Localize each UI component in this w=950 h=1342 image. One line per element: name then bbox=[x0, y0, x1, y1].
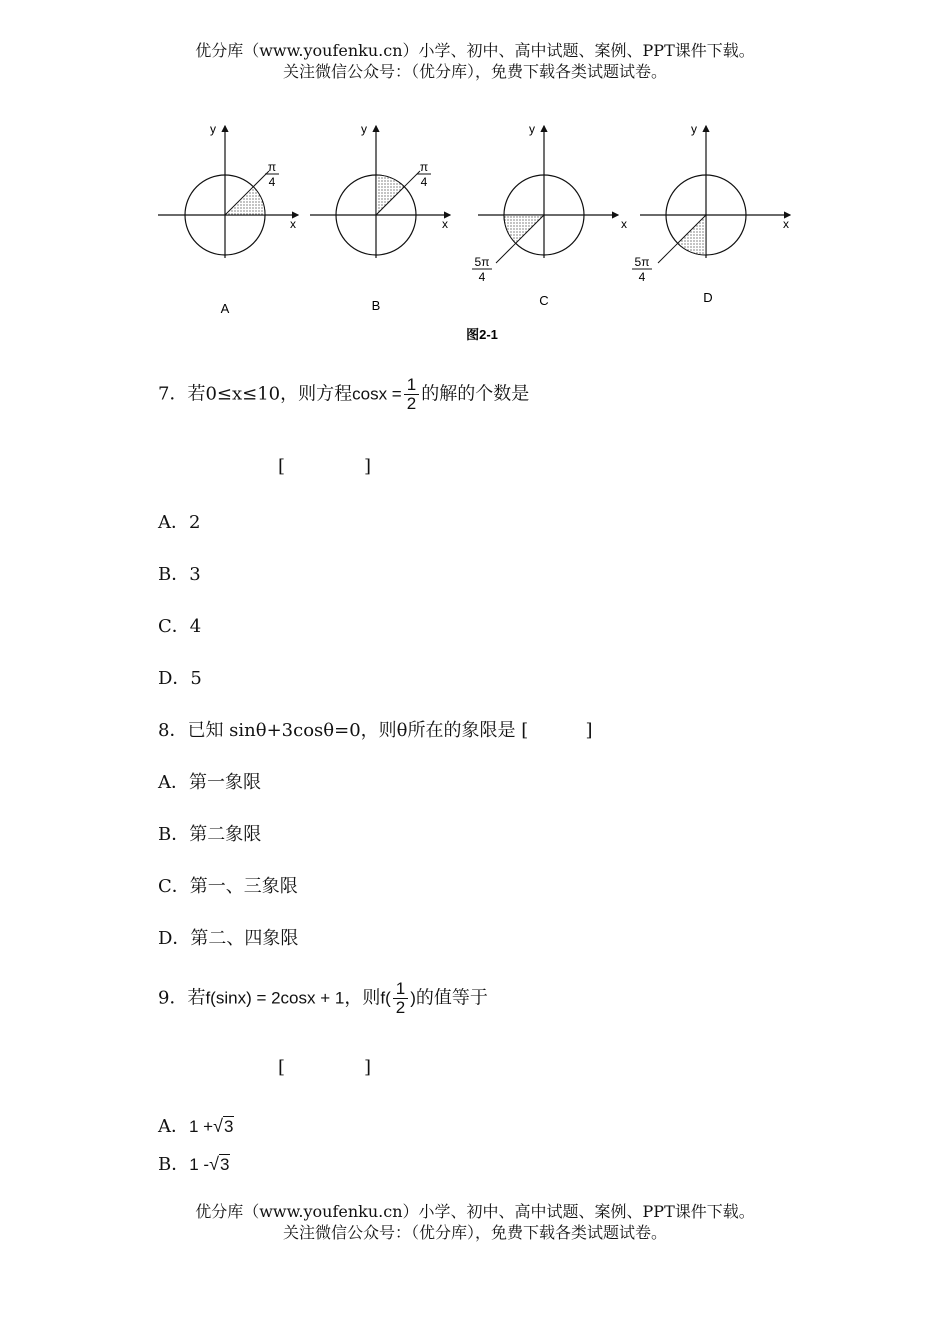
panel-c-x-label: x bbox=[621, 217, 627, 231]
q7-bracket-left: [ bbox=[278, 456, 286, 477]
panel-c-y-label: y bbox=[529, 122, 535, 136]
page-header bbox=[0, 40, 950, 82]
q7-frac-num: 1 bbox=[404, 376, 419, 395]
q8-bracket: [ ] bbox=[521, 720, 593, 741]
q8-stem-text: 8．已知 sinθ+3cosθ=0，则θ所在的象限是 bbox=[158, 720, 516, 741]
q7-option-d: D．5 bbox=[158, 668, 202, 689]
panel-b bbox=[310, 122, 450, 313]
q9-option-a bbox=[158, 1112, 234, 1138]
q7-prefix: 7．若0≤x≤10，则方程 bbox=[158, 383, 353, 405]
q9-bracket-right: ] bbox=[364, 1057, 372, 1078]
q7-frac-den: 2 bbox=[406, 394, 417, 413]
panel-d-letter: D bbox=[703, 290, 713, 305]
q9-option-b-radicand: 3 bbox=[219, 1155, 230, 1174]
question-7-stem bbox=[158, 376, 529, 413]
q8-option-d: D．第二、四象限 bbox=[158, 928, 299, 949]
panel-a-y-label: y bbox=[210, 122, 216, 136]
q7-fraction bbox=[404, 376, 419, 413]
panel-a-x-label: x bbox=[290, 217, 296, 231]
q9-f-open: f( bbox=[380, 988, 391, 1008]
panel-c bbox=[472, 122, 627, 308]
panel-b-angle-num: π bbox=[419, 160, 429, 174]
q9-frac-num: 1 bbox=[393, 980, 408, 999]
panel-c-angle-num: 5π bbox=[474, 255, 490, 269]
page-footer bbox=[0, 1201, 950, 1243]
q7-option-b: B．3 bbox=[158, 564, 201, 585]
q7-expr: cosx = bbox=[352, 384, 402, 404]
panel-a bbox=[158, 122, 298, 316]
q9-option-a-label: A． bbox=[158, 1116, 189, 1137]
q9-suffix: 的值等于 bbox=[415, 987, 488, 1009]
sqrt-symbol-icon: √ bbox=[209, 1154, 219, 1174]
panel-a-letter: A bbox=[220, 301, 230, 316]
q9-f-close: ) bbox=[410, 988, 416, 1008]
q9-option-a-expr: 1 + bbox=[189, 1117, 214, 1136]
question-9-stem bbox=[158, 980, 488, 1017]
header-line-2: 关注微信公众号：（优分库），免费下载各类试题试卷。 bbox=[282, 62, 667, 81]
footer-line-1: 优分库（www.youfenku.cn）小学、初中、高中试题、案例、PPT课件下载。 bbox=[195, 1202, 755, 1221]
panel-c-letter: C bbox=[539, 293, 549, 308]
panel-b-y-label: y bbox=[361, 122, 367, 136]
q9-option-b-expr: 1 - bbox=[189, 1155, 210, 1174]
panel-d-angle-num: 5π bbox=[634, 255, 650, 269]
q7-option-c: C．4 bbox=[158, 616, 202, 637]
q9-bracket-left: [ bbox=[278, 1057, 286, 1078]
panel-a-angle-den: 4 bbox=[268, 175, 276, 189]
q9-frac-den: 2 bbox=[395, 998, 406, 1017]
q9-fraction bbox=[393, 980, 408, 1017]
panel-b-letter: B bbox=[371, 298, 381, 313]
q8-option-c: C．第一、三象限 bbox=[158, 876, 298, 897]
figure-2-1 bbox=[150, 108, 800, 348]
figure-caption: 图2-1 bbox=[466, 327, 498, 342]
q9-option-b-label: B． bbox=[158, 1154, 190, 1175]
q7-bracket-right: ] bbox=[364, 456, 372, 477]
q9-option-b bbox=[158, 1150, 230, 1176]
q9-prefix: 9．若 bbox=[158, 987, 206, 1009]
panel-d-x-label: x bbox=[783, 217, 789, 231]
q9-mid: ，则 bbox=[344, 987, 381, 1009]
question-8-stem bbox=[158, 716, 593, 742]
panel-d-y-label: y bbox=[691, 122, 697, 136]
header-line-1: 优分库（www.youfenku.cn）小学、初中、高中试题、案例、PPT课件下载。 bbox=[195, 41, 755, 60]
q7-option-a: A．2 bbox=[158, 512, 201, 533]
q8-option-a: A．第一象限 bbox=[158, 772, 261, 793]
sqrt-symbol-icon: √ bbox=[213, 1116, 223, 1136]
panel-c-angle-den: 4 bbox=[478, 270, 486, 284]
q9-option-a-radicand: 3 bbox=[224, 1117, 234, 1136]
q9-expr: f(sinx) = 2cosx + 1 bbox=[205, 988, 345, 1008]
q7-suffix: 的解的个数是 bbox=[421, 383, 530, 405]
footer-line-2: 关注微信公众号：（优分库），免费下载各类试题试卷。 bbox=[282, 1223, 667, 1242]
panel-b-x-label: x bbox=[442, 217, 448, 231]
q8-option-b: B．第二象限 bbox=[158, 824, 262, 845]
panel-a-angle-num: π bbox=[267, 160, 277, 174]
panel-d-angle-den: 4 bbox=[638, 270, 646, 284]
panel-d bbox=[632, 122, 790, 305]
panel-b-angle-den: 4 bbox=[420, 175, 428, 189]
